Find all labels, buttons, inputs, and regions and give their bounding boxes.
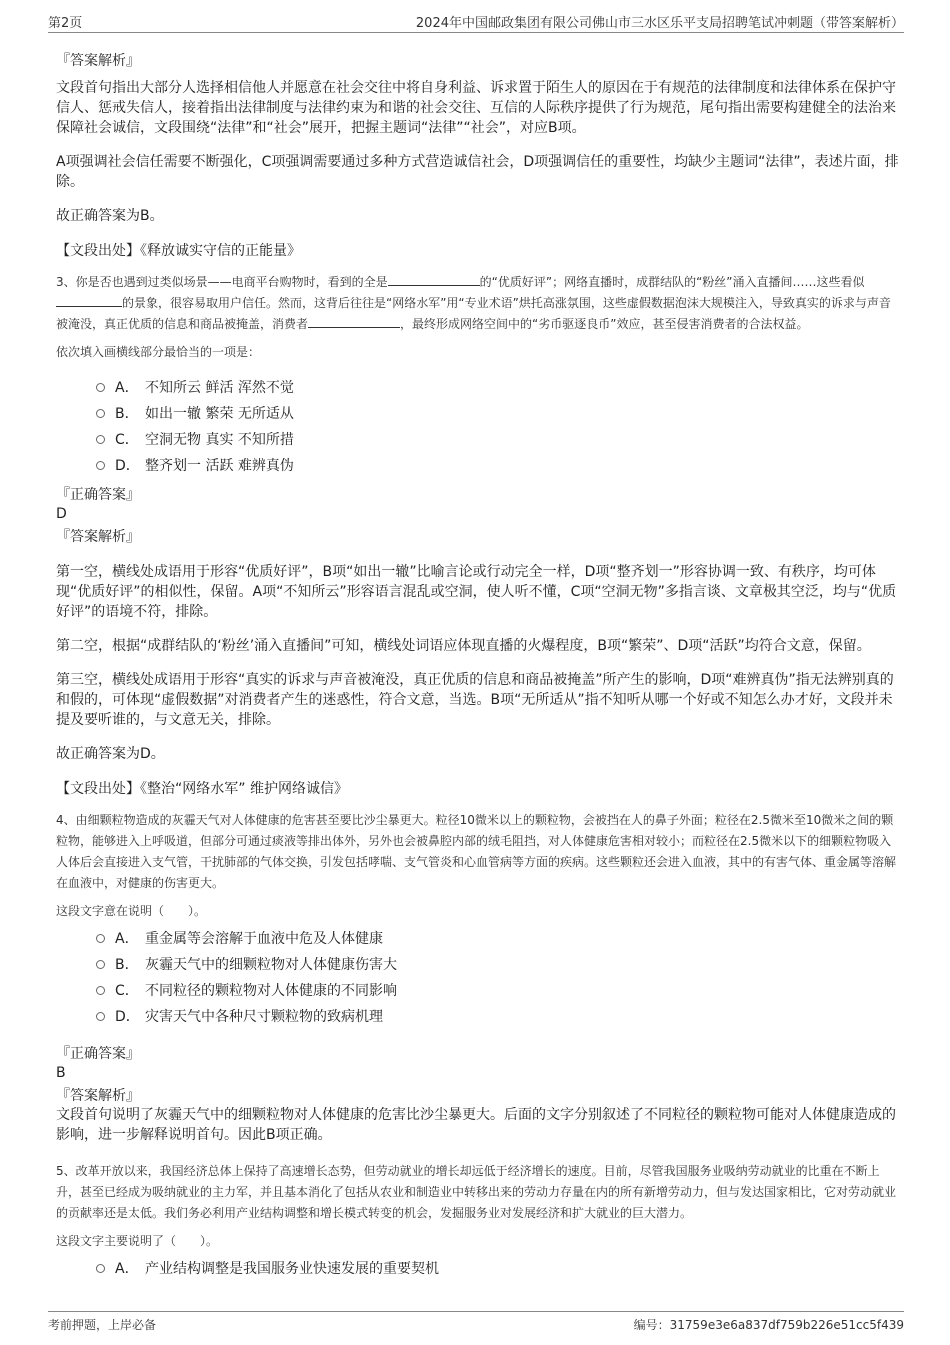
q5-question: 5、改革开放以来，我国经济总体上保持了高速增长态势，但劳动就业的增长却远低于经济增长的速度。目前，尽管我国服务业吸纳劳动就业的比重在不断上升，甚至已经成为吸纳就业的主力军，并且基本消化了包括从农业和制造业中转移出来的劳动力存量在内的所有新增劳动力，但与发达国家相比，它对劳动就业的贡献率还是太低。我们务必利用产业结构调整和增长模式转变的机会，发掘服务业对发展经济和扩大就业的巨大潜力。 <box>56 1164 897 1220</box>
q3-answer: D <box>56 506 67 522</box>
option-letter: B． <box>115 957 139 973</box>
q3-blank-2 <box>56 294 122 307</box>
q4-prompt: 这段文字意在说明（ ）。 <box>56 904 207 918</box>
option-text: 重金属等会溶解于血液中危及人体健康 <box>145 931 383 947</box>
option-letter: B． <box>115 406 139 422</box>
option-letter: D． <box>115 458 140 474</box>
page-content <box>56 42 900 1287</box>
q3-blank-3 <box>308 315 400 328</box>
q4-option-a[interactable] <box>96 925 900 951</box>
radio-icon[interactable] <box>96 1012 105 1021</box>
q3-option-d[interactable] <box>96 452 900 478</box>
option-text: 灰霾天气中的细颗粒物对人体健康伤害大 <box>145 957 397 973</box>
document-id: 编号：31759e3e6a837df759b226e51cc5f439 <box>633 1318 904 1332</box>
radio-icon[interactable] <box>96 409 105 418</box>
q5-options <box>96 1255 900 1281</box>
q3-analysis-para3: 第三空，横线处成语用于形容“真实的诉求与声音被淹没，真正优质的信息和商品被掩盖”所产生的影响，D项“难辨真伪”指无法辨别真的和假的，可体现“虚假数据”对消费者产生的迷惑性，符合文意，当选。B项“无所适从”指不知听从哪一个好或不知怎么办才好，文段并未提及要听谁的，与文意无关，排除。 <box>56 672 894 728</box>
page-number: 第2页 <box>48 16 83 31</box>
q3-blank-1 <box>388 273 480 286</box>
option-text: 不同粒径的颗粒物对人体健康的不同影响 <box>145 983 397 999</box>
q4-answer-label: 『正确答案』 <box>56 1046 140 1062</box>
q3-text-c: 的景象，很容易取用户信任。然而，这背后往往是“网络水军”用“专业术语”烘托高涨氛围，这些虚假数据泡沫大规模注入，导致真实的诉求与声音被淹没，真正优质的信息和商品被掩盖，消费者 <box>56 296 891 331</box>
q3-prompt: 依次填入画横线部分最恰当的一项是： <box>56 345 261 359</box>
radio-icon[interactable] <box>96 1264 105 1273</box>
q4-option-c[interactable] <box>96 977 900 1003</box>
page-footer <box>48 1311 904 1334</box>
option-letter: D． <box>115 1009 140 1025</box>
footer-slogan: 考前押题，上岸必备 <box>48 1318 157 1332</box>
q3-analysis-label: 『答案解析』 <box>56 529 140 545</box>
option-letter: A． <box>115 1261 139 1277</box>
radio-icon[interactable] <box>96 934 105 943</box>
q4-analysis: 文段首句说明了灰霾天气中的细颗粒物对人体健康的危害比沙尘暴更大。后面的文字分别叙述了不同粒径的颗粒物可能对人体健康造成的影响，进一步解释说明首句。因此B项正确。 <box>56 1107 896 1143</box>
q4-option-b[interactable] <box>96 951 900 977</box>
page-header <box>48 10 904 33</box>
q2-analysis-label: 『答案解析』 <box>56 53 140 69</box>
q4-analysis-label: 『答案解析』 <box>56 1088 140 1104</box>
q3-answer-label: 『正确答案』 <box>56 487 140 503</box>
option-text: 不知所云 鲜活 浑然不觉 <box>145 380 294 396</box>
q2-analysis-para1: 文段首句指出大部分人选择相信他人并愿意在社会交往中将自身利益、诉求置于陌生人的原因在于有规范的法律制度和法律体系在保护守信人、惩戒失信人，接着指出法律制度与法律约束为和谐的社会交往、互信的人际秩序提供了行为规范，尾句指出需要构建健全的法治来保障社会诚信，文段围绕“法律”和“社会”展开，把握主题词“法律”“社会”，对应B项。 <box>56 80 896 136</box>
q3-text-d: ，最终形成网络空间中的“劣币驱逐良币”效应，甚至侵害消费者的合法权益。 <box>400 317 809 331</box>
q5-option-a[interactable] <box>96 1255 900 1281</box>
option-text: 如出一辙 繁荣 无所适从 <box>145 406 294 422</box>
q3-analysis-para2: 第二空，根据“成群结队的‘粉丝’涌入直播间”可知，横线处词语应体现直播的火爆程度，B项“繁荣”、D项“活跃”均符合文意，保留。 <box>56 638 871 654</box>
q2-analysis-para3: 故正确答案为B。 <box>56 208 164 224</box>
radio-icon[interactable] <box>96 461 105 470</box>
q4-option-d[interactable] <box>96 1003 900 1029</box>
q3-text-a: 3、你是否也遇到过类似场景——电商平台购物时，看到的全是 <box>56 275 388 289</box>
q3-text-b: 的“优质好评”；网络直播时，成群结队的“粉丝”涌入直播间……这些看似 <box>479 275 865 289</box>
option-text: 产业结构调整是我国服务业快速发展的重要契机 <box>145 1261 439 1277</box>
radio-icon[interactable] <box>96 383 105 392</box>
q3-analysis-para4: 故正确答案为D。 <box>56 746 165 762</box>
option-text: 灾害天气中各种尺寸颗粒物的致病机理 <box>145 1009 383 1025</box>
document-title: 2024年中国邮政集团有限公司佛山市三水区乐平支局招聘笔试冲刺题（带答案解析） <box>415 16 904 31</box>
q4-question: 4、由细颗粒物造成的灰霾天气对人体健康的危害甚至要比沙尘暴更大。粒径10微米以上的颗粒物，会被挡在人的鼻子外面；粒径在2.5微米至10微米之间的颗粒物，能够进入上呼吸道，但部分可通过痰液等排出体外，另外也会被鼻腔内部的绒毛阻挡，对人体健康危害相对较小；而粒径在2.5微米以下的细颗粒物吸入人体后会直接进入支气管，干扰肺部的气体交换，引发包括哮喘、支气管炎和心血管病等方面的疾病。这些颗粒还会进入血液，其中的有害气体、重金属等溶解在血液中，对健康的伤害更大。 <box>56 813 897 890</box>
radio-icon[interactable] <box>96 960 105 969</box>
q3-option-b[interactable] <box>96 400 900 426</box>
q3-source: 【文段出处】《整治“网络水军” 维护网络诚信》 <box>56 781 348 797</box>
option-letter: C． <box>115 432 139 448</box>
q3-options <box>96 374 900 478</box>
q2-analysis-para2: A项强调社会信任需要不断强化，C项强调需要通过多种方式营造诚信社会，D项强调信任的重要性，均缺少主题词“法律”，表述片面，排除。 <box>56 154 899 190</box>
q3-analysis-para1: 第一空，横线处成语用于形容“优质好评”，B项“如出一辙”比喻言论或行动完全一样，D项“整齐划一”形容协调一致、有秩序，均可体现“优质好评”的相似性，保留。A项“不知所云”形容语言混乱或空洞，使人听不懂，C项“空洞无物”多指言谈、文章极其空泛，均与“优质好评”的语境不符，排除。 <box>56 564 897 620</box>
radio-icon[interactable] <box>96 986 105 995</box>
q5-prompt: 这段文字主要说明了（ ）。 <box>56 1234 219 1248</box>
q4-options <box>96 925 900 1029</box>
option-text: 空洞无物 真实 不知所措 <box>145 432 294 448</box>
q3-question <box>56 272 900 335</box>
q3-option-a[interactable] <box>96 374 900 400</box>
q4-answer: B <box>56 1065 66 1081</box>
radio-icon[interactable] <box>96 435 105 444</box>
q3-option-c[interactable] <box>96 426 900 452</box>
option-letter: C． <box>115 983 139 999</box>
option-letter: A． <box>115 380 139 396</box>
option-text: 整齐划一 活跃 难辨真伪 <box>145 458 294 474</box>
q2-source: 【文段出处】《释放诚实守信的正能量》 <box>56 243 301 259</box>
option-letter: A． <box>115 931 139 947</box>
